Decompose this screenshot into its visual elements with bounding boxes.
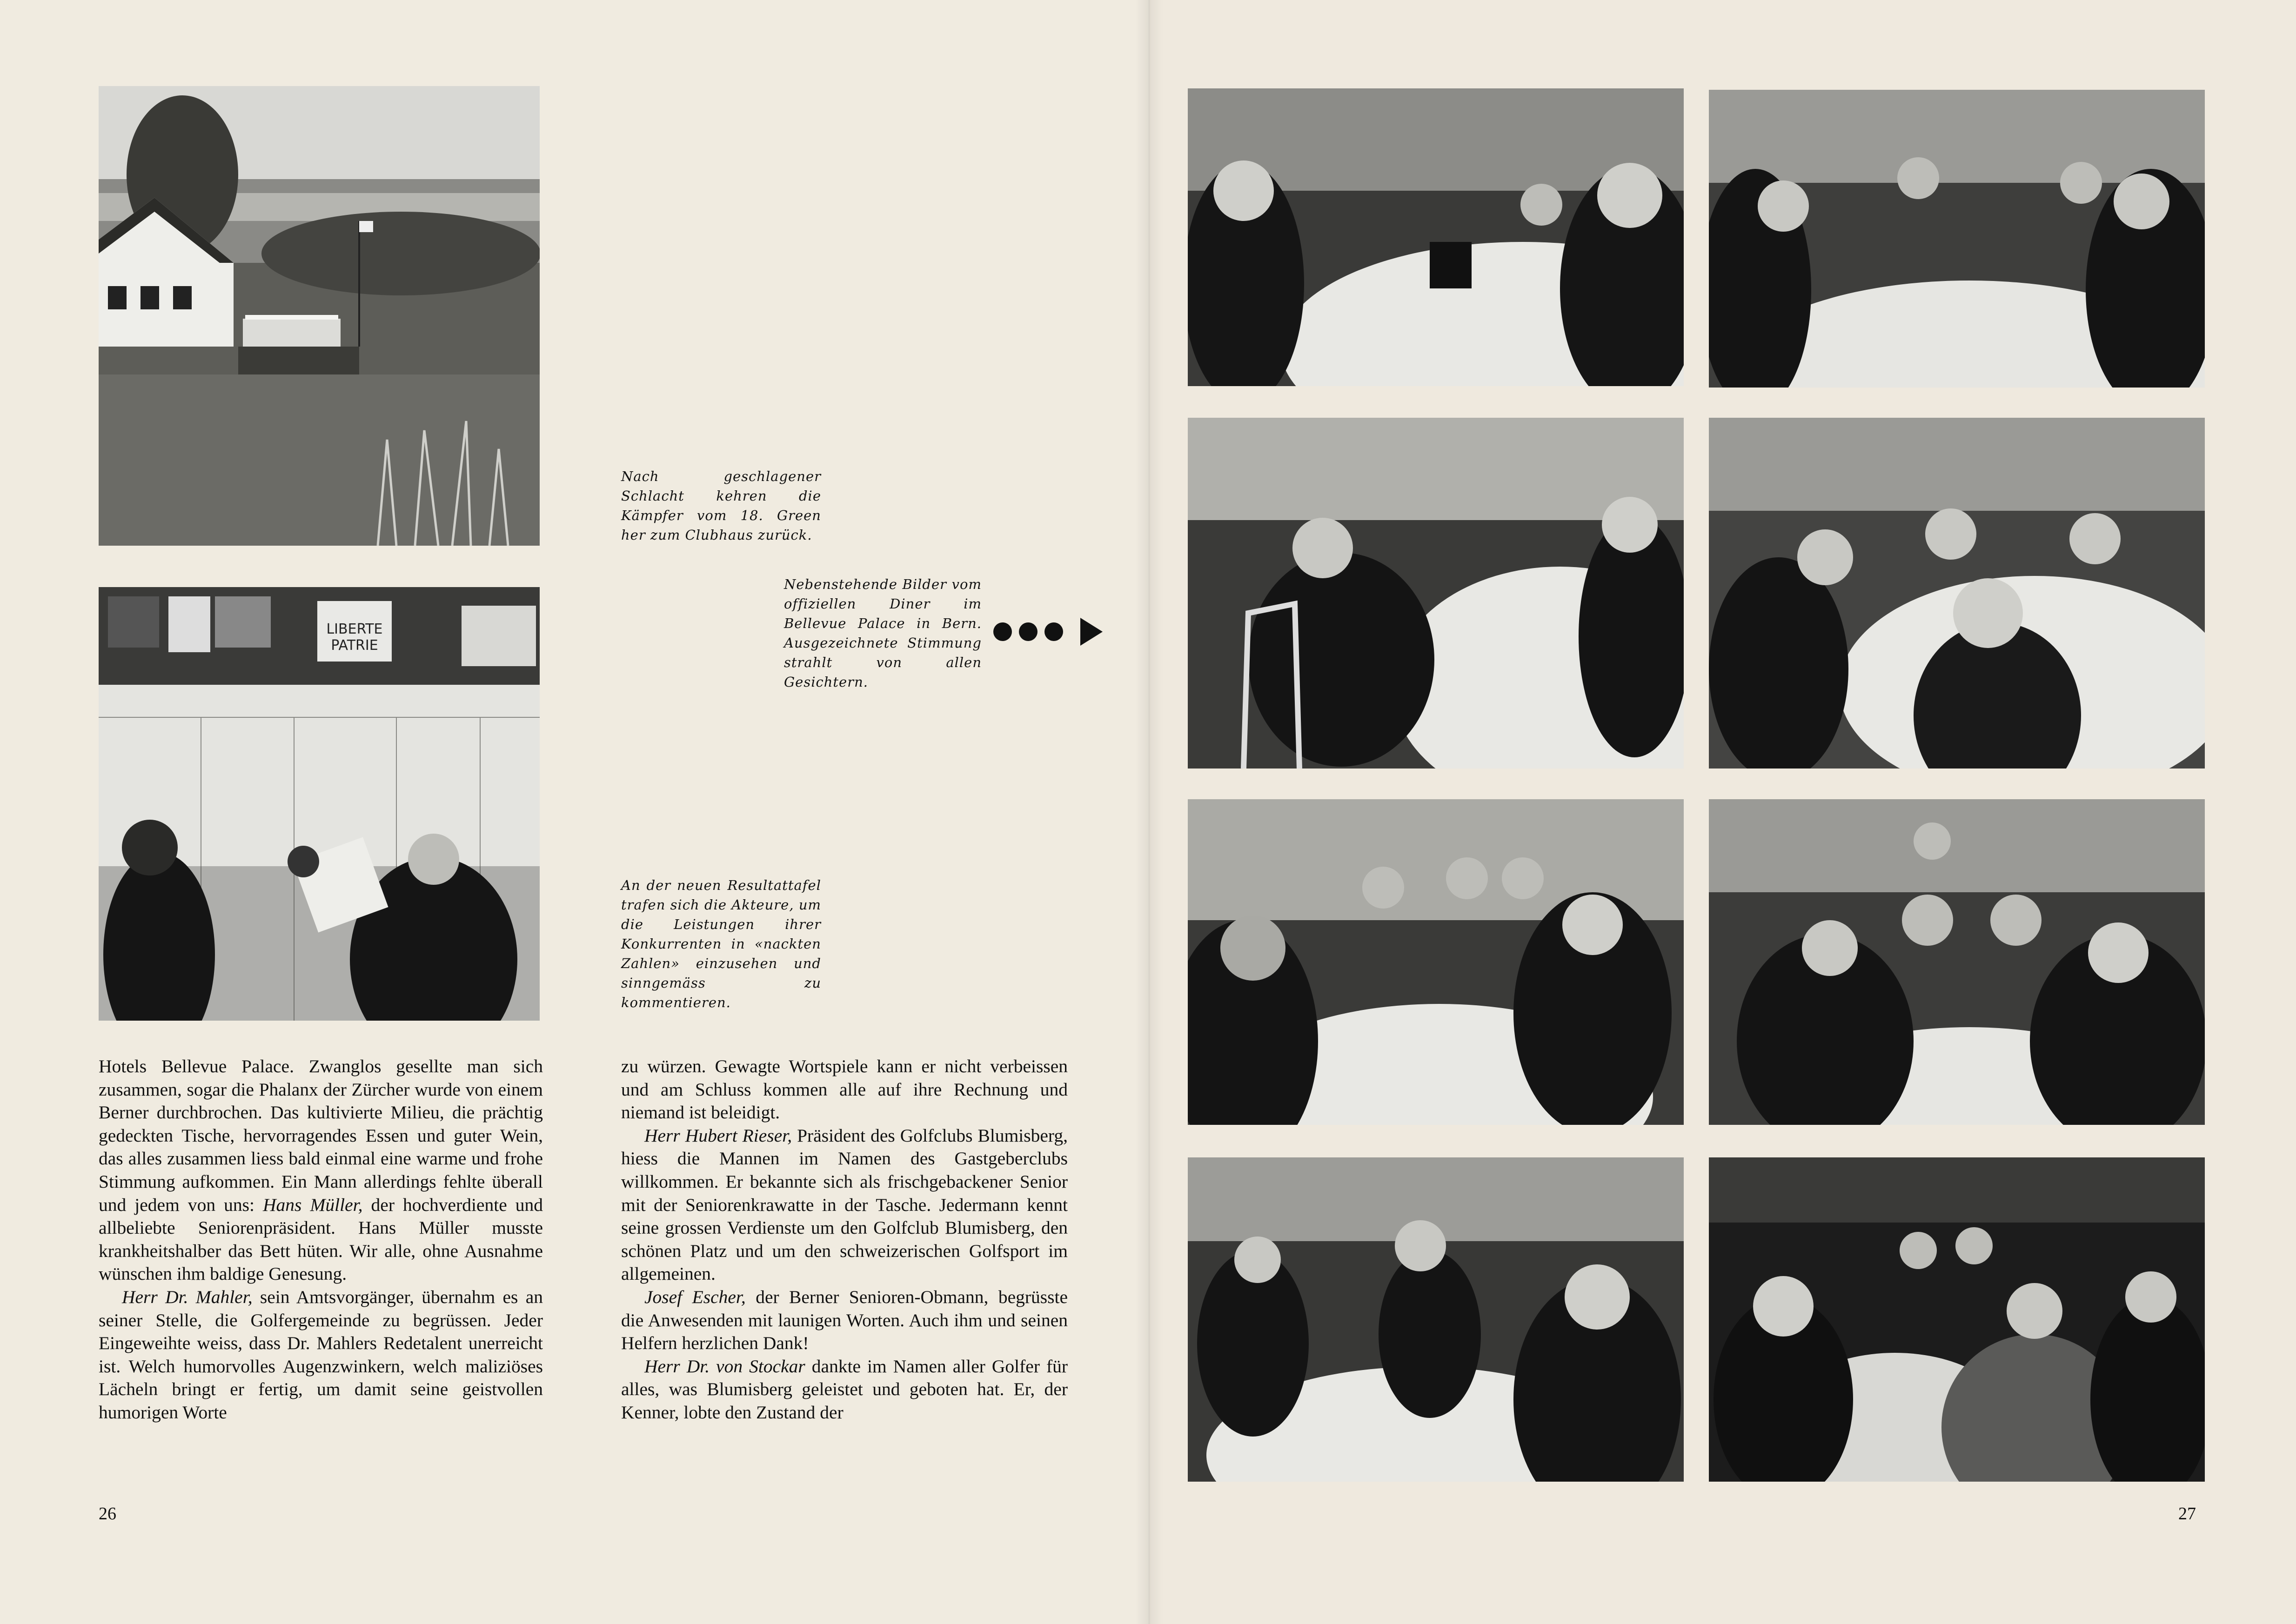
name-dr-mahler: Herr Dr. Mahler,: [122, 1286, 253, 1307]
paragraph-right-1: zu würzen. Gewagte Wortspiele kann er nicht verbeissen und am Schluss kommen alle auf ihre Rechnung und niemand ist beleidigt.: [621, 1056, 1068, 1123]
caption-golf-return: Nach geschlagener Schlacht kehren die Kämpfer vom 18. Green her zum Clubhaus zurück.: [621, 468, 821, 543]
paragraph-left-1: Hotels Bellevue Palace. Zwanglos gesellte man sich zusammen, sogar die Phalanx der Zürcher wurde von einem Berner durchbrochen. Das kultivierte Milieu, die prächtig gedeckten Tische, hervorragendes Essen und guter Wein, das alles zusammen liess bald einmal eine warme und frohe Stimmung aufkommen. Ein Mann allerdings fehlte überall und jedem von uns:: [99, 1056, 543, 1215]
name-hubert-rieser: Herr Hubert Rieser,: [644, 1125, 792, 1146]
paragraph-left-1-rest: der hochverdiente und allbeliebte Seniorenpräsident. Hans Müller musste krankheitshalber das Bett hüten. Wir alle, ohne Ausnahme wünschen ihm baldige Genesung.: [99, 1194, 543, 1284]
banquet-photo-1: [1188, 88, 1684, 386]
banquet-photo-5: [1188, 799, 1684, 1125]
paragraph-left-2: sein Amtsvorgänger, übernahm es an seiner Stelle, die Golfergemeinde zu begrüssen. Jeder Eingeweihte weiss, dass Dr. Mahlers Redetalent unerreicht ist. Welch humorvolles Augenzwinkern, welch maliziöses Lächeln bringt er fertig, um damit seine geistvollen humorigen Worte: [99, 1286, 543, 1423]
caption-diner: Nebenstehende Bilder vom offiziellen Diner im Bellevue Palace in Bern. Ausgezeichnete Stimmung strahlt von allen Gesichtern.: [784, 576, 982, 690]
paragraph-right-2: Präsident des Golfclubs Blumisberg, hiess die Mannen im Namen des Gastgeberclubs willkommen. Er bekannte sich als frischgebackener Senior mit der Seniorenkrawatte in der Tasche. Jedermann kennt seine grossen Verdienste um den Golfclub Blumisberg, den schönen Platz und um den schweizerischen Golfsport im allgemeinen.: [621, 1125, 1068, 1284]
banquet-photo-7: [1188, 1157, 1684, 1482]
body-column-left: [99, 1055, 543, 1424]
paragraph-right-3: der Berner Senioren-Obmann, begrüsste die Anwesenden mit launigen Worten. Auch ihm und seinen Helfern herzlichen Dank!: [621, 1286, 1068, 1354]
pointer-arrow-icon: [991, 615, 1107, 648]
banquet-photo-8: [1709, 1157, 2205, 1482]
name-josef-escher: Josef Escher,: [644, 1286, 746, 1307]
banquet-photo-6: [1709, 799, 2205, 1125]
paragraph-right-4: dankte im Namen aller Golfer für alles, was Blumisberg geleistet und geboten hat. Er, der Kenner, lobte den Zustand der: [621, 1356, 1068, 1423]
spine-gutter: [1135, 0, 1163, 1624]
flag-label-patrie: PATRIE: [331, 637, 378, 654]
caption-result-board: An der neuen Resultattafel trafen sich die Akteure, um die Leistungen ihrer Konkurrenten in «nackten Zahlen» einzusehen und sinngemäss zu kommentieren.: [621, 877, 821, 1010]
page-number-left: 26: [99, 1504, 116, 1524]
banquet-photo-2: [1709, 90, 2205, 388]
result-board-photo: [99, 587, 540, 1021]
name-hans-mueller: Hans Müller,: [263, 1194, 363, 1215]
clubhouse-photo: [99, 86, 540, 546]
banquet-photo-4: [1709, 418, 2205, 769]
body-column-right: [621, 1055, 1068, 1424]
flag-label-liberte: LIBERTE: [326, 621, 383, 637]
page-number-right: 27: [2178, 1504, 2196, 1524]
banquet-photo-3: [1188, 418, 1684, 769]
name-dr-von-stockar: Herr Dr. von Stockar: [644, 1356, 805, 1377]
